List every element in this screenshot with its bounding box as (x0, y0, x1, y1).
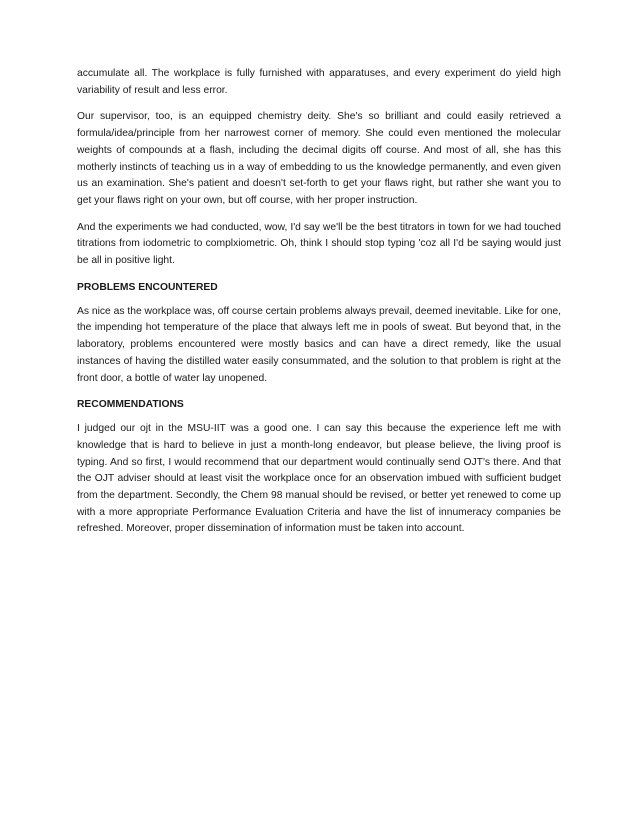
paragraph-experiments: And the experiments we had conducted, wow, I'd say we'll be the best titrators in town for we had touched titrations from iodometric to complxiometric. Oh, think I should stop typing 'coz all I'd be saying would just be all in positive light. (77, 221, 561, 267)
heading-problems-encountered: PROBLEMS ENCOUNTERED (77, 281, 218, 293)
paragraph-problems: As nice as the workplace was, off course certain problems always prevail, deemed inevitable. Like for one, the impending hot temperature of the place that always left me in pools of sweat. But beyond that, in the laboratory, problems encountered were mostly basics and can have a direct remedy, like the usual instances of having the distilled water easily consummated, and the solution to that problem is right at the front door, a bottle of water lay unopened. (77, 305, 562, 384)
document-body (77, 66, 561, 548)
paragraph-workplace: accumulate all. The workplace is fully furnished with apparatuses, and every experiment do yield high variability of result and less error. (77, 68, 561, 96)
heading-recommendations: RECOMMENDATIONS (77, 399, 184, 411)
paragraph-recommendations: I judged our ojt in the MSU-IIT was a good one. I can say this because the experience left me with knowledge that is hard to believe in just a month-long endeavor, but please believe, the living proof is typing. And so first, I would recommend that our department would continually send OJT's there. And that the OJT adviser should at least visit the workplace once for an observation imbued with sufficient budget from the department. Secondly, the Chem 98 manual should be revised, or better yet renewed to come up with a more appropriate Performance Evaluation Criteria and have the list of innumeracy companies be refreshed. Moreover, proper dissemination of information must be taken into account. (77, 423, 561, 535)
paragraph-supervisor: Our supervisor, too, is an equipped chemistry deity. She's so brilliant and could easily retrieved a formula/idea/principle from her narrowest corner of memory. She could even mentioned the molecular weights of compounds at a flash, including the decimal digits off course. And most of all, she has this motherly instincts of teaching us in a way of embedding to us the knowledge permanently, and even given us an examination. She's patient and doesn't set-forth to get your flaws right, but rather she want you to get your flaws right on your own, but off course, with her proper instruction. (77, 111, 561, 206)
